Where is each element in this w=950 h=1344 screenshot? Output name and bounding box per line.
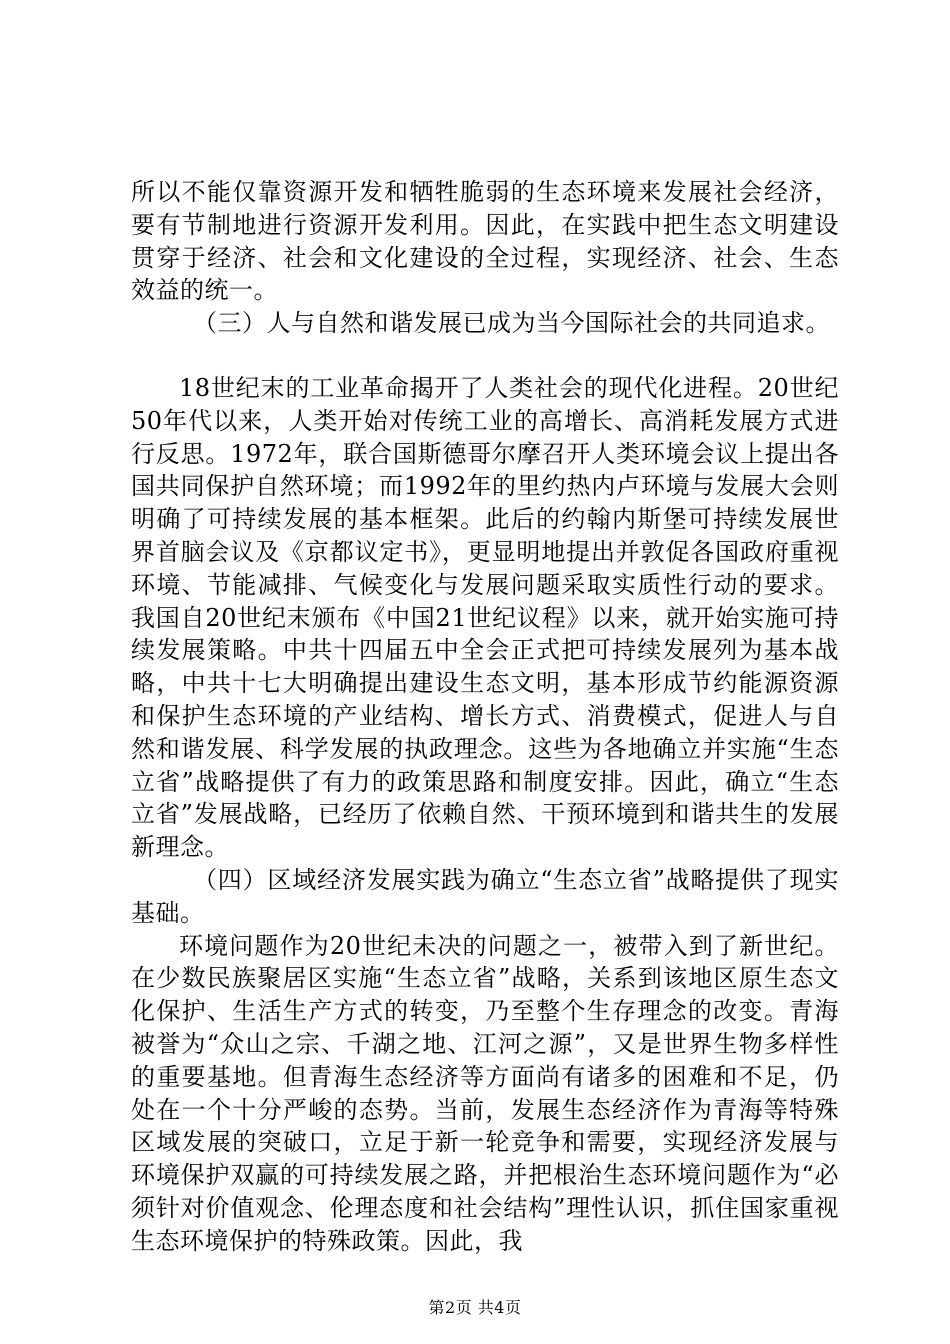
page-footer: 第2页 共4页	[428, 1298, 522, 1317]
paragraph-environment-issue: 环境问题作为20世纪未决的问题之一，被带入到了新世纪。在少数民族聚居区实施“生态立省”战略，关系到该地区原生态文化保护、生活生产方式的转变，乃至整个生存理念的改变。青海被誉为“众山之宗、千湖之地、江河之源”，又是世界生物多样性的重要基地。但青海生态经济等方面尚有诸多的困难和不足，仍处在一个十分严峻的态势。当前，发展生态经济作为青海等特殊区域发展的突破口，立足于新一轮竞争和需要，实现经济发展与环境保护双赢的可持续发展之路，并把根治生态环境问题作为“必须针对价值观念、伦理态度和社会结构”理性认识，抓住国家重视生态环境保护的特殊政策。因此，我	[131, 931, 839, 1255]
paragraph-continuation: 所以不能仅靠资源开发和牺牲脆弱的生态环境来发展社会经济，要有节制地进行资源开发利用。因此，在实践中把生态文明建设贯穿于经济、社会和文化建设的全过程，实现经济、社会、生态效益的统一。	[131, 178, 839, 305]
section-heading-4: （四）区域经济发展实践为确立“生态立省”战略提供了现实基础。	[131, 865, 839, 927]
document-body	[131, 176, 839, 1258]
section-heading-3: （三）人与自然和谐发展已成为当今国际社会的共同追求。	[193, 309, 830, 338]
paragraph-industrial-revolution: 18世纪末的工业革命揭开了人类社会的现代化进程。20世纪50年代以来，人类开始对传统工业的高增长、高消耗发展方式进行反思。1972年，联合国斯德哥尔摩召开人类环境会议上提出各国共同保护自然环境；而1992年的里约热内卢环境与发展大会则明确了可持续发展的基本框架。此后的约翰内斯堡可持续发展世界首脑会议及《京都议定书》，更显明地提出并敦促各国政府重视环境、节能减排、气候变化与发展问题采取实质性行动的要求。我国自20世纪末颁布《中国21世纪议程》以来，就开始实施可持续发展策略。中共十四届五中全会正式把可持续发展列为基本战略，中共十七大明确提出建设生态文明，基本形成节约能源资源和保护生态环境的产业结构、增长方式、消费模式，促进人与自然和谐发展、科学发展的执政理念。这些为各地确立并实施“生态立省”战略提供了有力的政策思路和制度安排。因此，确立“生态立省”发展战略，已经历了依赖自然、干预环境到和谐共生的发展新理念。	[131, 373, 839, 862]
